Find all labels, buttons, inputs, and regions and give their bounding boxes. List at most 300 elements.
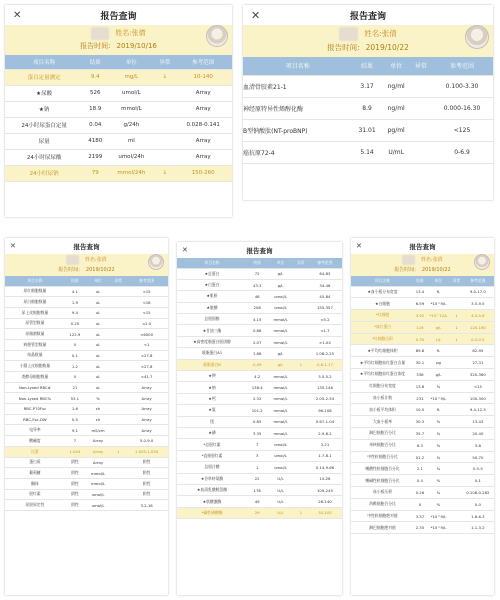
table-cell: L/L (426, 333, 451, 345)
table-cell: 24小时尿钠 (5, 165, 83, 181)
table-cell: 135-148 (308, 382, 342, 393)
table-cell: ch (85, 414, 111, 425)
table-cell: 4180 (83, 133, 107, 149)
table-cell (155, 133, 174, 149)
table-cell: *10^9/L (426, 510, 451, 522)
table-row (5, 286, 168, 297)
table-row (351, 357, 494, 369)
table-cell: *10^9/L (426, 522, 451, 534)
patient-name-line (5, 27, 232, 40)
column-header: 单位 (267, 258, 293, 268)
close-icon[interactable]: ✕ (251, 8, 261, 22)
table-cell: 8.9 (353, 97, 382, 119)
column-header: 单位 (107, 55, 155, 69)
table-row (351, 345, 494, 357)
column-header: 单位 (426, 276, 451, 286)
table-cell: 3.92 (414, 310, 426, 322)
table-cell: ng/ml (382, 97, 411, 119)
table-cell: mmol/L (267, 393, 293, 404)
table-cell: 208 (247, 302, 267, 313)
table-cell: 31.01 (353, 119, 382, 141)
table-row (351, 333, 494, 345)
table-cell: 96-108 (308, 405, 342, 416)
table-cell (451, 487, 462, 499)
table-cell: mmol/L (267, 325, 293, 336)
avatar-icon[interactable] (474, 254, 490, 270)
table-cell: umol/L (267, 462, 293, 473)
table-cell: 3.17 (353, 75, 382, 97)
table-cell: 酮体 (5, 478, 65, 489)
table-cell: 27-31 (462, 357, 494, 369)
table-cell: 9.4-12.5 (462, 404, 494, 416)
table-cell: 89.8 (414, 345, 426, 357)
table-cell: <15 (125, 307, 168, 318)
table-cell: ch (85, 404, 111, 415)
table-cell: ↓ (451, 321, 462, 333)
table-cell: 1 (247, 462, 267, 473)
table-cell: 葡萄糖 (5, 468, 65, 479)
table-cell: 淋巴细胞绝对值 (351, 522, 414, 534)
table-cell: *红细胞压积 (351, 333, 414, 345)
report-screen-2 (243, 5, 493, 200)
table-header-row (351, 276, 494, 286)
table-cell: 24小时尿尿酸 (5, 149, 83, 165)
table-cell: % (426, 439, 451, 451)
table-cell: 0.108-0.282 (462, 487, 494, 499)
table-cell (111, 361, 125, 372)
table-cell (111, 350, 125, 361)
table-cell: 尿管型数量 (5, 318, 65, 329)
table-cell: g/L (267, 348, 293, 359)
table-cell: 阴性 (65, 478, 85, 489)
table-cell: 3.5-5.2 (308, 371, 342, 382)
table-cell: ↓ (155, 69, 174, 85)
table-row (5, 101, 232, 117)
table-cell: <5.2 (308, 314, 342, 325)
table-row (177, 279, 342, 290)
table-cell: 结晶数量 (5, 350, 65, 361)
table-cell: ★肌酐 (177, 291, 247, 302)
table-cell (451, 428, 462, 440)
table-cell (451, 357, 462, 369)
table-cell: 5.14 (353, 141, 382, 163)
table-cell: 72 (247, 268, 267, 279)
table-cell: U/L (267, 484, 293, 495)
table-cell: 0.000-16.30 (431, 97, 493, 119)
column-header: 参考范围 (125, 276, 168, 286)
table-cell (155, 101, 174, 117)
table-cell: 胆红素 (5, 489, 65, 500)
table-row (5, 361, 168, 372)
table-cell (111, 489, 125, 500)
table-cell: <15 (125, 286, 168, 297)
table-row (5, 425, 168, 436)
column-header: 项目名称 (351, 276, 414, 286)
table-cell (155, 85, 174, 101)
table-cell (451, 439, 462, 451)
close-icon[interactable]: ✕ (182, 246, 188, 254)
table-row (351, 487, 494, 499)
table-row (177, 484, 342, 495)
table-cell: 阴性 (65, 500, 85, 511)
table-cell (294, 393, 308, 404)
table-cell: 类酵母细胞数量 (5, 372, 65, 383)
table-cell: 大血小板率 (351, 416, 414, 428)
table-cell: mmol/L (267, 336, 293, 347)
report-date: 2019/10/16 (116, 42, 157, 50)
table-cell: 9.4 (83, 69, 107, 85)
table-row (177, 450, 342, 461)
table-cell: g/L (267, 268, 293, 279)
table-cell: 淋巴细胞百分比 (351, 428, 414, 440)
table-cell: Array (174, 149, 232, 165)
table-cell: *碱性磷酸酶 (177, 507, 247, 518)
table-cell: 3-8 (462, 439, 494, 451)
table-cell: >1.04 (308, 336, 342, 347)
table-cell: 0.100-3.30 (431, 75, 493, 97)
report-date: 2019/10/22 (421, 267, 451, 273)
table-cell: 0-1 (462, 475, 494, 487)
table-cell: 320-360 (462, 369, 494, 381)
table-cell (111, 500, 125, 511)
table-cell: 0 (65, 339, 85, 350)
title-bar (5, 5, 232, 25)
table-cell: % (426, 498, 451, 510)
table-cell: 0.49 (247, 359, 267, 370)
table-cell: g/24h (107, 117, 155, 133)
table-cell: 神经原特异性烯醇化酶 (243, 97, 353, 119)
table-cell (111, 307, 125, 318)
table-cell (451, 463, 462, 475)
table-row (351, 498, 494, 510)
report-screen-4 (177, 242, 342, 595)
table-cell (294, 484, 308, 495)
table-cell: 6.59 (414, 298, 426, 310)
table-row (5, 117, 232, 133)
table-row (177, 427, 342, 438)
table-cell: Array (125, 425, 168, 436)
table-row (351, 369, 494, 381)
table-cell: Array (85, 446, 111, 457)
table-cell (111, 404, 125, 415)
table-cell: ★磷 (177, 427, 247, 438)
table-cell: 1.1-3.2 (462, 522, 494, 534)
table-row (5, 468, 168, 479)
table-row (351, 475, 494, 487)
table-cell: ↓ (451, 310, 462, 322)
table-cell: ★平均红细胞体积 (351, 345, 414, 357)
table-cell: umol/L (267, 439, 293, 450)
table-cell: fL (426, 345, 451, 357)
close-icon[interactable]: ✕ (10, 242, 16, 250)
table-row (5, 414, 168, 425)
table-cell: 101.2 (247, 405, 267, 416)
table-cell: <41.7 (125, 372, 168, 383)
table-cell: ★血清乳酸脱氢酶 (177, 484, 247, 495)
table-cell (111, 329, 125, 340)
table-cell: 2.32 (247, 393, 267, 404)
table-row (351, 428, 494, 440)
table-cell: 0.5-5 (462, 463, 494, 475)
report-time-line (243, 41, 493, 55)
table-cell: U/L (267, 496, 293, 507)
table-row (351, 439, 494, 451)
table-cell: ★平均红细胞血红蛋白含量 (351, 357, 414, 369)
table-cell: ★血小板分布宽度 (351, 286, 414, 298)
table-row (351, 321, 494, 333)
table-cell: 9.1 (65, 425, 85, 436)
close-icon[interactable]: ✕ (356, 242, 362, 250)
table-cell: 4.2 (247, 371, 267, 382)
table-cell: 2.1 (414, 463, 426, 475)
patient-name-line (351, 255, 494, 265)
column-header: 参考范围 (462, 276, 494, 286)
table-cell (294, 371, 308, 382)
table-row (177, 336, 342, 347)
table-header-row (5, 276, 168, 286)
table-cell: 蛋白定量测定 (5, 69, 83, 85)
table-cell: *直接胆红素 (177, 450, 247, 461)
avatar-icon[interactable] (206, 25, 228, 47)
table-row (5, 69, 232, 85)
column-header: 项目名称 (5, 55, 83, 69)
column-header: 参考范围 (174, 55, 232, 69)
table-cell: umol/L (267, 450, 293, 461)
table-cell: 30.3 (414, 416, 426, 428)
table-cell (111, 318, 125, 329)
table-row (5, 436, 168, 447)
table-cell: <2.5 (125, 318, 168, 329)
table-row (177, 314, 342, 325)
table-cell: % (426, 463, 451, 475)
patient-name: 姓名:张倩 (364, 29, 397, 38)
patient-name: 姓名:张倩 (85, 257, 107, 263)
table-cell (111, 286, 125, 297)
table-row (177, 507, 342, 518)
table-cell: mS/cm (85, 425, 111, 436)
table-cell: 尿白细胞数量 (5, 297, 65, 308)
table-cell (111, 372, 125, 383)
table-cell: 18.9 (83, 101, 107, 117)
table-cell: 1.7-8.1 (308, 450, 342, 461)
table-row (5, 329, 168, 340)
table-row (5, 133, 232, 149)
table-cell: 0.04 (83, 117, 107, 133)
table-cell: 9.4 (65, 307, 85, 318)
table-cell: g/L (267, 359, 293, 370)
table-cell: 阴性 (65, 457, 85, 468)
table-cell: 1.6 (65, 404, 85, 415)
table-cell: umol/L (85, 500, 111, 511)
table-cell: 阴性 (65, 468, 85, 479)
table-cell (451, 522, 462, 534)
redacted-id (339, 27, 358, 41)
table-row (177, 268, 342, 279)
table-row (5, 457, 168, 468)
table-cell: 阴性 (125, 478, 168, 489)
table-cell: 尿细菌数量 (5, 329, 65, 340)
table-row (5, 339, 168, 350)
column-header: 单位 (382, 57, 411, 75)
table-cell: % (85, 393, 111, 404)
table-row (243, 119, 493, 141)
report-time-line (5, 265, 168, 275)
table-cell (294, 314, 308, 325)
table-cell (294, 427, 308, 438)
table-cell (451, 298, 462, 310)
table-cell: ★高密度脂蛋白胆固醇 (177, 336, 247, 347)
table-cell: <18 (125, 297, 168, 308)
table-cell: 蛋白质 (5, 457, 65, 468)
table-row (5, 446, 168, 457)
table-row (243, 97, 493, 119)
table-cell: 22 (247, 473, 267, 484)
table-cell: 0.14-9.66 (308, 462, 342, 473)
table-cell: 120-160 (462, 321, 494, 333)
table-cell: 20-40 (462, 428, 494, 440)
results-table (177, 258, 342, 519)
table-cell: ★平均红细胞血红蛋白浓度 (351, 369, 414, 381)
table-cell: ★钠 (177, 382, 247, 393)
table-cell: 10-140 (174, 69, 232, 85)
avatar-icon[interactable] (465, 25, 489, 49)
table-cell: Array (174, 85, 232, 101)
patient-name-line (243, 27, 493, 41)
column-header: 结果 (83, 55, 107, 69)
table-cell: 35.7 (414, 428, 426, 440)
table-cell: g/L (267, 279, 293, 290)
table-row (177, 393, 342, 404)
table-cell: ★钙 (177, 393, 247, 404)
table-cell: 0.028-0.141 (174, 117, 232, 133)
column-header: 单位 (85, 276, 111, 286)
redacted-id (402, 255, 415, 265)
table-cell: <125 (431, 119, 493, 141)
report-time-label: 报告时间: (327, 43, 360, 52)
results-table (351, 276, 494, 534)
table-cell: ★白蛋白 (177, 279, 247, 290)
table-cell: ml (107, 133, 155, 149)
table-cell: pg/ml (382, 119, 411, 141)
table-cell (411, 141, 431, 163)
table-cell: 3.35 (247, 427, 267, 438)
table-cell: ng/ml (382, 75, 411, 97)
table-cell: 3.37 (414, 510, 426, 522)
table-cell: 122.9 (65, 329, 85, 340)
table-cell: 10.5 (414, 404, 426, 416)
table-cell: 血小板计数 (351, 392, 414, 404)
table-cell (294, 439, 308, 450)
table-cell: 尿上皮细胞数量 (5, 307, 65, 318)
table-cell: U/mL (382, 141, 411, 163)
table-cell: ★甘油三酯 (177, 325, 247, 336)
table-row (5, 165, 232, 181)
patient-name: 姓名:张倩 (421, 257, 443, 263)
table-row (351, 451, 494, 463)
table-cell: 4.0-5.8 (462, 310, 494, 322)
table-cell: 2.9-8.2 (308, 427, 342, 438)
table-cell: 1.8-6.3 (462, 510, 494, 522)
table-row (5, 393, 168, 404)
table-cell: 13.4 (414, 286, 426, 298)
table-row (177, 496, 342, 507)
table-cell: 小圆上皮细胞数量 (5, 361, 65, 372)
table-row (5, 372, 168, 383)
title-bar (351, 238, 494, 254)
column-header: 异常 (111, 276, 125, 286)
table-cell (111, 436, 125, 447)
table-cell: umol/L (267, 302, 293, 313)
report-screen-3 (5, 238, 168, 595)
table-cell: RBC-P70Fsc (5, 404, 65, 415)
table-row (177, 291, 342, 302)
table-cell: 0-6.9 (431, 141, 493, 163)
table-cell: <1.7 (308, 325, 342, 336)
table-cell (111, 297, 125, 308)
table-cell: B型钠酸肽(NT-proBNP) (243, 119, 353, 141)
table-cell: ★胱酸 (177, 302, 247, 313)
table-cell: 幼稚细胞百分比 (351, 498, 414, 510)
column-header: 参考范围 (431, 57, 493, 75)
title-bar (177, 242, 342, 258)
table-cell: 13-43 (462, 416, 494, 428)
table-cell: uL (85, 382, 111, 393)
table-cell: 116 (414, 321, 426, 333)
table-row (5, 500, 168, 511)
column-header: 结果 (65, 276, 85, 286)
table-cell: mmol/L (85, 468, 111, 479)
table-cell: 尿红细胞数量 (5, 286, 65, 297)
table-row (177, 462, 342, 473)
table-cell: 3 (247, 450, 267, 461)
table-cell: 231 (414, 392, 426, 404)
table-cell (451, 498, 462, 510)
table-cell: 155-357 (308, 302, 342, 313)
column-header: 项目名称 (243, 57, 353, 75)
table-cell: uL (85, 361, 111, 372)
table-cell (294, 348, 308, 359)
table-row (177, 416, 342, 427)
table-cell: Array (125, 393, 168, 404)
table-row (177, 359, 342, 370)
redacted-id (91, 27, 109, 40)
avatar-icon[interactable] (148, 254, 164, 270)
table-cell (294, 268, 308, 279)
patient-header (5, 254, 168, 276)
table-row (5, 404, 168, 415)
table-cell (451, 510, 462, 522)
table-cell (294, 291, 308, 302)
table-row (351, 404, 494, 416)
table-cell: % (426, 416, 451, 428)
table-cell: mmol/L (267, 314, 293, 325)
table-cell: umol/L (85, 489, 111, 500)
close-icon[interactable]: ✕ (13, 9, 22, 21)
table-cell: 3.5-9.5 (462, 298, 494, 310)
table-cell (294, 416, 308, 427)
table-cell: *10^9/L (426, 392, 451, 404)
table-cell: g/L (426, 321, 451, 333)
table-cell: 2.07 (247, 336, 267, 347)
table-row (177, 325, 342, 336)
table-cell: 0-0 (462, 498, 494, 510)
patient-name-line (5, 255, 168, 265)
table-cell (294, 450, 308, 461)
table-row (177, 439, 342, 450)
table-cell: U/L (267, 507, 293, 518)
table-cell (411, 97, 431, 119)
table-row (177, 473, 342, 484)
